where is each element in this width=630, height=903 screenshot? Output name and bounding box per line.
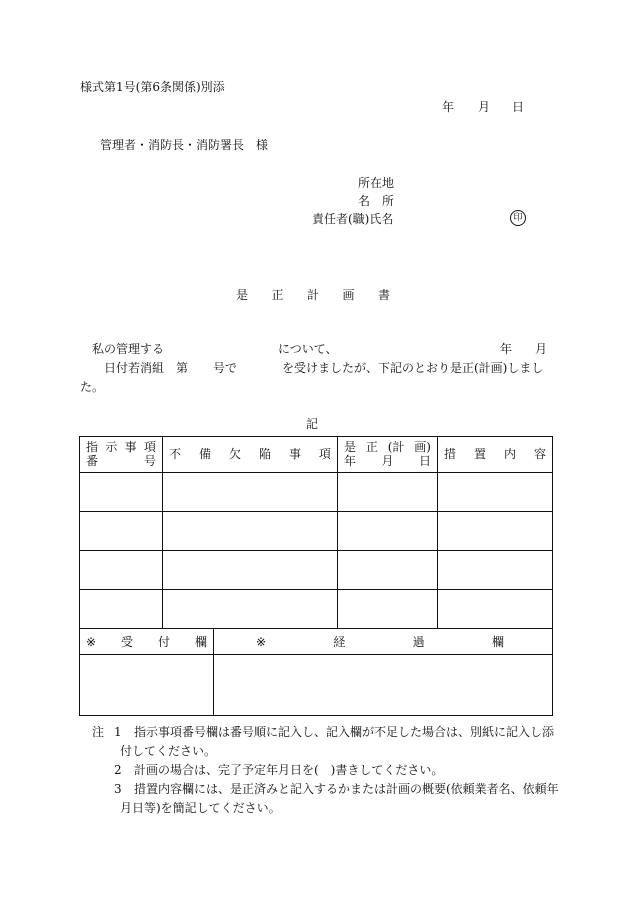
note-1-line1: 指示事項番号欄は番号順に記入し、記入欄が不足した場合は、別紙に記入し添 — [134, 725, 555, 739]
reception-header: ※ 受 付 欄 — [80, 629, 214, 655]
body-line2-c: を受けましたが、下記のとおり是正(計画)しまし — [282, 361, 544, 375]
body-line1-month: 月 — [535, 342, 548, 356]
header-instruction-number: 指 示 事 項 番 号 — [80, 437, 163, 473]
note-3-number: 3 — [114, 782, 122, 796]
progress-header: ※ 経 過 欄 — [214, 629, 553, 655]
body-line2-a: 日付若消組 第 — [104, 361, 189, 375]
date-year-label: 年 — [442, 100, 455, 114]
correction-table — [79, 436, 553, 629]
body-line1-a: 私の管理する — [92, 342, 165, 356]
address-label: 所在地 — [358, 176, 395, 190]
title-char: 正 — [271, 288, 284, 302]
note-1-number: 1 — [114, 725, 122, 739]
table-row — [80, 512, 553, 551]
office-use-table — [79, 628, 553, 716]
header-measures: 措 置 内 容 — [438, 437, 553, 473]
note-2-line1: 計画の場合は、完了予定年月日を( )書きしてください。 — [134, 763, 444, 777]
name-label: 名 所 — [358, 194, 395, 208]
note-2-number: 2 — [114, 763, 122, 777]
title-char: 是 — [236, 288, 249, 302]
note-3-line1: 措置内容欄には、是正済みと記入するかまたは計画の概要(依頼業者名、依頼年 — [134, 782, 559, 796]
body-line3: た。 — [80, 380, 105, 394]
date-day-label: 日 — [512, 100, 525, 114]
table-row — [80, 590, 553, 629]
ki-label: 記 — [306, 417, 319, 431]
header-correction-date: 是 正 (計 画) 年 月 日 — [338, 437, 438, 473]
person-label: 責任者(職)氏名 — [312, 212, 394, 226]
note-3-line2: 月日等)を簡記してください。 — [120, 801, 281, 815]
note-1-line2: 付してください。 — [120, 744, 217, 758]
body-line1-year: 年 — [500, 342, 513, 356]
document-title — [236, 288, 390, 302]
notes-label: 注 — [92, 725, 105, 739]
office-use-header-row — [80, 629, 553, 655]
body-line2-b: 号で — [213, 361, 238, 375]
table-row — [80, 473, 553, 512]
table-row — [80, 551, 553, 590]
table-header-row — [80, 437, 553, 473]
addressee: 管理者・消防長・消防署長 様 — [100, 138, 269, 152]
title-char: 画 — [342, 288, 355, 302]
title-char: 書 — [377, 288, 390, 302]
header-deficiency: 不 備 欠 陥 事 項 — [163, 437, 338, 473]
title-char: 計 — [306, 288, 319, 302]
body-line1-b: について、 — [278, 342, 338, 356]
reception-field[interactable] — [80, 655, 214, 716]
date-month-label: 月 — [478, 100, 491, 114]
office-use-body-row — [80, 655, 553, 716]
progress-field[interactable] — [214, 655, 553, 716]
seal-mark: 印 — [510, 210, 526, 226]
form-number: 様式第1号(第6条関係)別添 — [80, 80, 225, 94]
